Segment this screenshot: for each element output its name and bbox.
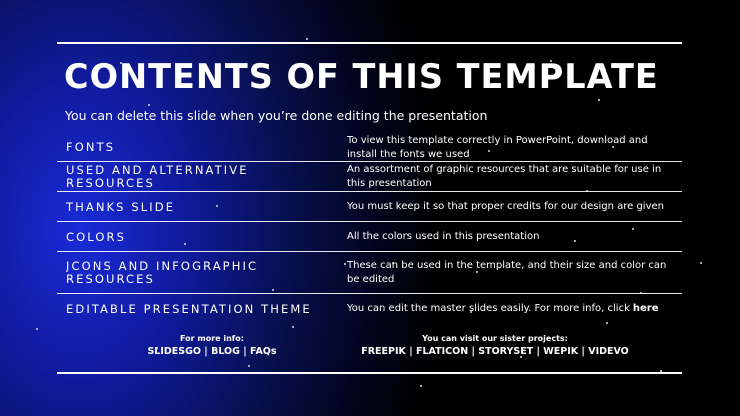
row-label: EDITABLE PRESENTATION THEME [66, 301, 312, 316]
link-separator: | [536, 346, 540, 357]
table-row-icons [57, 252, 682, 294]
table-row-colors [57, 222, 682, 252]
row-description: To view this template correctly in PowerPoint, download and install the fonts we used [347, 134, 648, 160]
table-row-fonts [57, 133, 682, 162]
star-dot [248, 365, 250, 367]
videvo-link[interactable]: VIDEVO [588, 346, 629, 357]
link-separator: | [471, 346, 475, 357]
table-row-editable-theme [57, 294, 682, 324]
table-row-thanks-slide [57, 192, 682, 222]
row-label: THANKS SLIDE [66, 199, 176, 214]
row-description-container [347, 294, 677, 324]
slide-title: CONTENTS OF THIS TEMPLATE [64, 57, 659, 96]
footer-links [335, 344, 655, 360]
freepik-link[interactable]: FREEPIK [361, 346, 406, 357]
wepik-link[interactable]: WEPIK [543, 346, 579, 357]
footer-caption: You can visit our sister projects: [422, 334, 568, 343]
link-separator: | [581, 346, 585, 357]
slide-subtitle: You can delete this slide when you’re done editing the presentation [65, 108, 488, 123]
star-dot [306, 38, 308, 40]
footer-links [127, 344, 297, 360]
faqs-link[interactable]: FAQs [250, 346, 277, 357]
top-rule [57, 42, 682, 44]
row-description: You must keep it so that proper credits for our design are given [347, 201, 664, 212]
table-row-resources [57, 162, 682, 192]
row-description: You can edit the master slides easily. For more info, click [347, 303, 630, 314]
row-label: FONTS [66, 140, 116, 154]
here-link[interactable]: here [632, 303, 659, 314]
star-dot [148, 104, 150, 106]
blog-link[interactable]: BLOG [211, 346, 240, 357]
row-description: An assortment of graphic resources that are suitable for use in this presentation [347, 164, 662, 189]
link-separator: | [243, 346, 247, 357]
flaticon-link[interactable]: FLATICON [416, 346, 469, 357]
bottom-rule [57, 372, 682, 374]
row-description: All the colors used in this presentation [347, 231, 540, 242]
star-dot [36, 328, 38, 330]
link-separator: | [409, 346, 413, 357]
link-separator: | [204, 346, 208, 357]
star-dot [292, 326, 294, 328]
footer-more-info [127, 333, 297, 360]
row-label: COLORS [66, 229, 127, 244]
row-label: USED AND ALTERNATIVE RESOURCES [66, 163, 249, 190]
footer-caption: For more info: [180, 334, 244, 343]
star-dot [700, 262, 702, 264]
row-description: These can be used in the template, and their size and color can be edited [347, 260, 667, 285]
star-dot [598, 99, 600, 101]
storyset-link[interactable]: STORYSET [478, 346, 534, 357]
slidesgo-link[interactable]: SLIDESGO [147, 346, 201, 357]
star-dot [420, 385, 422, 387]
footer-sister-projects [335, 333, 655, 360]
row-label: ICONS AND INFOGRAPHIC RESOURCES [66, 259, 259, 286]
